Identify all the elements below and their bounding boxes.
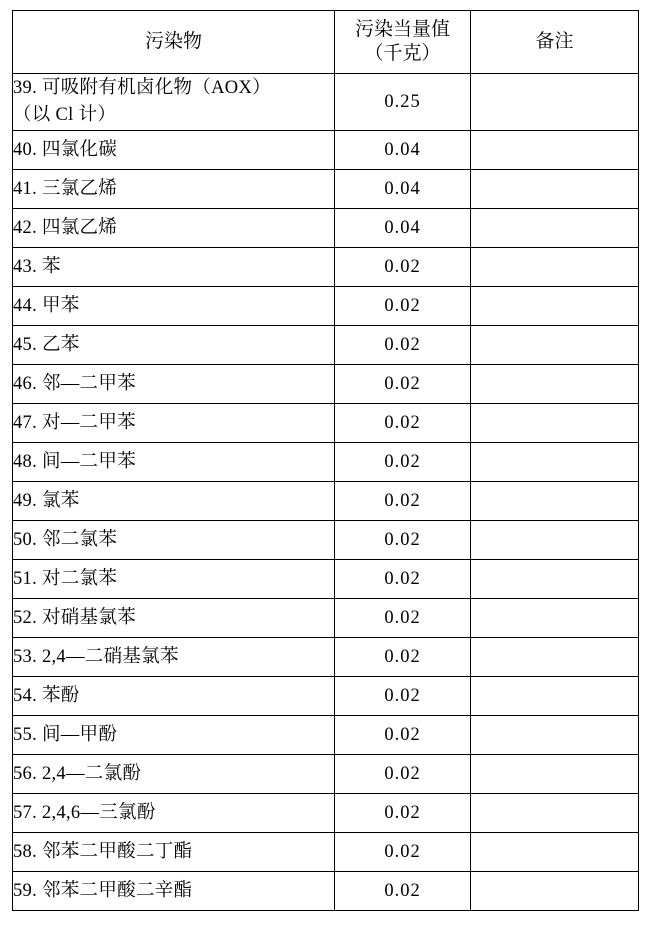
pollutant-name-cell xyxy=(13,716,335,755)
note-cell xyxy=(471,326,639,365)
pollutant-name-line1: 49. 氯苯 xyxy=(13,490,80,511)
note-cell xyxy=(471,443,639,482)
equivalent-value-cell: 0.02 xyxy=(335,248,471,287)
equivalent-value-cell: 0.02 xyxy=(335,638,471,677)
pollutant-name-cell xyxy=(13,521,335,560)
note-cell xyxy=(471,677,639,716)
pollutant-name-line1: 45. 乙苯 xyxy=(13,334,80,355)
table-row xyxy=(13,560,639,599)
pollutant-name-cell xyxy=(13,404,335,443)
equivalent-value-cell: 0.02 xyxy=(335,560,471,599)
note-cell xyxy=(471,755,639,794)
table-row xyxy=(13,599,639,638)
pollutant-name-line1: 44. 甲苯 xyxy=(13,295,80,316)
equivalent-value-cell: 0.25 xyxy=(335,74,471,131)
table-row xyxy=(13,209,639,248)
pollutant-name-line1: 42. 四氯乙烯 xyxy=(13,217,118,238)
table-row xyxy=(13,287,639,326)
pollutant-name-line1: 47. 对—二甲苯 xyxy=(13,412,136,433)
pollutant-name-line1: 53. 2,4—二硝基氯苯 xyxy=(13,646,179,667)
table-row xyxy=(13,716,639,755)
pollutant-name-cell xyxy=(13,248,335,287)
pollutant-name-line2: （以 Cl 计） xyxy=(13,105,117,125)
note-cell xyxy=(471,833,639,872)
note-cell xyxy=(471,404,639,443)
table-row xyxy=(13,482,639,521)
note-cell xyxy=(471,131,639,170)
pollutant-name-line1: 58. 邻苯二甲酸二丁酯 xyxy=(13,841,193,862)
equivalent-value-cell: 0.02 xyxy=(335,326,471,365)
note-cell xyxy=(471,74,639,131)
equivalent-value-cell: 0.02 xyxy=(335,482,471,521)
pollutant-name-line1: 43. 苯 xyxy=(13,256,61,277)
pollutant-name-cell xyxy=(13,638,335,677)
pollutant-name-line1: 52. 对硝基氯苯 xyxy=(13,607,136,628)
equivalent-value-cell: 0.02 xyxy=(335,521,471,560)
equivalent-value-cell: 0.02 xyxy=(335,755,471,794)
pollutant-equivalent-table xyxy=(12,10,639,911)
pollutant-name-cell xyxy=(13,74,335,131)
pollutant-name-cell xyxy=(13,131,335,170)
note-cell xyxy=(471,872,639,911)
table-row xyxy=(13,755,639,794)
table-row xyxy=(13,872,639,911)
note-cell xyxy=(471,521,639,560)
table-row xyxy=(13,794,639,833)
header-pollutant-name: 污染物 xyxy=(13,11,335,74)
pollutant-name-cell xyxy=(13,482,335,521)
table-row xyxy=(13,677,639,716)
note-cell xyxy=(471,638,639,677)
pollutant-name-line1: 48. 间—二甲苯 xyxy=(13,451,136,472)
table-row xyxy=(13,365,639,404)
header-note: 备注 xyxy=(471,11,639,74)
note-cell xyxy=(471,482,639,521)
note-cell xyxy=(471,170,639,209)
table-row xyxy=(13,443,639,482)
pollutant-name-line1: 50. 邻二氯苯 xyxy=(13,529,118,550)
equivalent-value-cell: 0.02 xyxy=(335,677,471,716)
pollutant-name-line1: 39. 可吸附有机卤化物（AOX） xyxy=(13,78,271,99)
pollutant-name-line1: 46. 邻—二甲苯 xyxy=(13,373,136,394)
pollutant-name-cell xyxy=(13,170,335,209)
note-cell xyxy=(471,716,639,755)
table-row xyxy=(13,131,639,170)
equivalent-value-cell: 0.02 xyxy=(335,599,471,638)
pollutant-name-cell xyxy=(13,677,335,716)
header-equivalent-value-line2: （千克） xyxy=(364,43,441,64)
table-row xyxy=(13,248,639,287)
table-row xyxy=(13,833,639,872)
header-equivalent-value-line1: 污染当量值 xyxy=(354,19,450,41)
pollutant-name-cell xyxy=(13,326,335,365)
equivalent-value-cell: 0.02 xyxy=(335,872,471,911)
note-cell xyxy=(471,209,639,248)
pollutant-name-line1: 51. 对二氯苯 xyxy=(13,568,118,589)
pollutant-name-cell xyxy=(13,599,335,638)
equivalent-value-cell: 0.02 xyxy=(335,287,471,326)
pollutant-name-line1: 41. 三氯乙烯 xyxy=(13,178,118,199)
equivalent-value-cell: 0.02 xyxy=(335,443,471,482)
equivalent-value-cell: 0.04 xyxy=(335,209,471,248)
pollutant-name-cell xyxy=(13,833,335,872)
pollutant-name-line1: 40. 四氯化碳 xyxy=(13,139,118,160)
table-row xyxy=(13,404,639,443)
table-row xyxy=(13,170,639,209)
pollutant-name-line1: 56. 2,4—二氯酚 xyxy=(13,763,142,784)
equivalent-value-cell: 0.02 xyxy=(335,404,471,443)
header-equivalent-value xyxy=(335,11,471,74)
pollutant-name-cell xyxy=(13,209,335,248)
equivalent-value-cell: 0.02 xyxy=(335,716,471,755)
note-cell xyxy=(471,599,639,638)
pollutant-name-cell xyxy=(13,365,335,404)
note-cell xyxy=(471,794,639,833)
pollutant-name-line1: 54. 苯酚 xyxy=(13,685,80,706)
pollutant-name-line1: 59. 邻苯二甲酸二辛酯 xyxy=(13,880,193,901)
note-cell xyxy=(471,248,639,287)
note-cell xyxy=(471,365,639,404)
pollutant-name-cell xyxy=(13,755,335,794)
note-cell xyxy=(471,560,639,599)
table-row xyxy=(13,521,639,560)
equivalent-value-cell: 0.02 xyxy=(335,794,471,833)
pollutant-name-cell xyxy=(13,794,335,833)
table-body xyxy=(13,74,639,911)
note-cell xyxy=(471,287,639,326)
pollutant-name-cell xyxy=(13,443,335,482)
pollutant-name-cell xyxy=(13,560,335,599)
pollutant-name-cell xyxy=(13,287,335,326)
pollutant-name-line1: 57. 2,4,6—三氯酚 xyxy=(13,802,156,823)
equivalent-value-cell: 0.04 xyxy=(335,170,471,209)
equivalent-value-cell: 0.02 xyxy=(335,833,471,872)
header-row xyxy=(13,11,639,74)
pollutant-name-line1: 55. 间—甲酚 xyxy=(13,724,118,745)
equivalent-value-cell: 0.04 xyxy=(335,131,471,170)
table-header xyxy=(13,11,639,74)
table-row xyxy=(13,74,639,131)
table-row xyxy=(13,326,639,365)
equivalent-value-cell: 0.02 xyxy=(335,365,471,404)
pollutant-name-cell xyxy=(13,872,335,911)
table-row xyxy=(13,638,639,677)
